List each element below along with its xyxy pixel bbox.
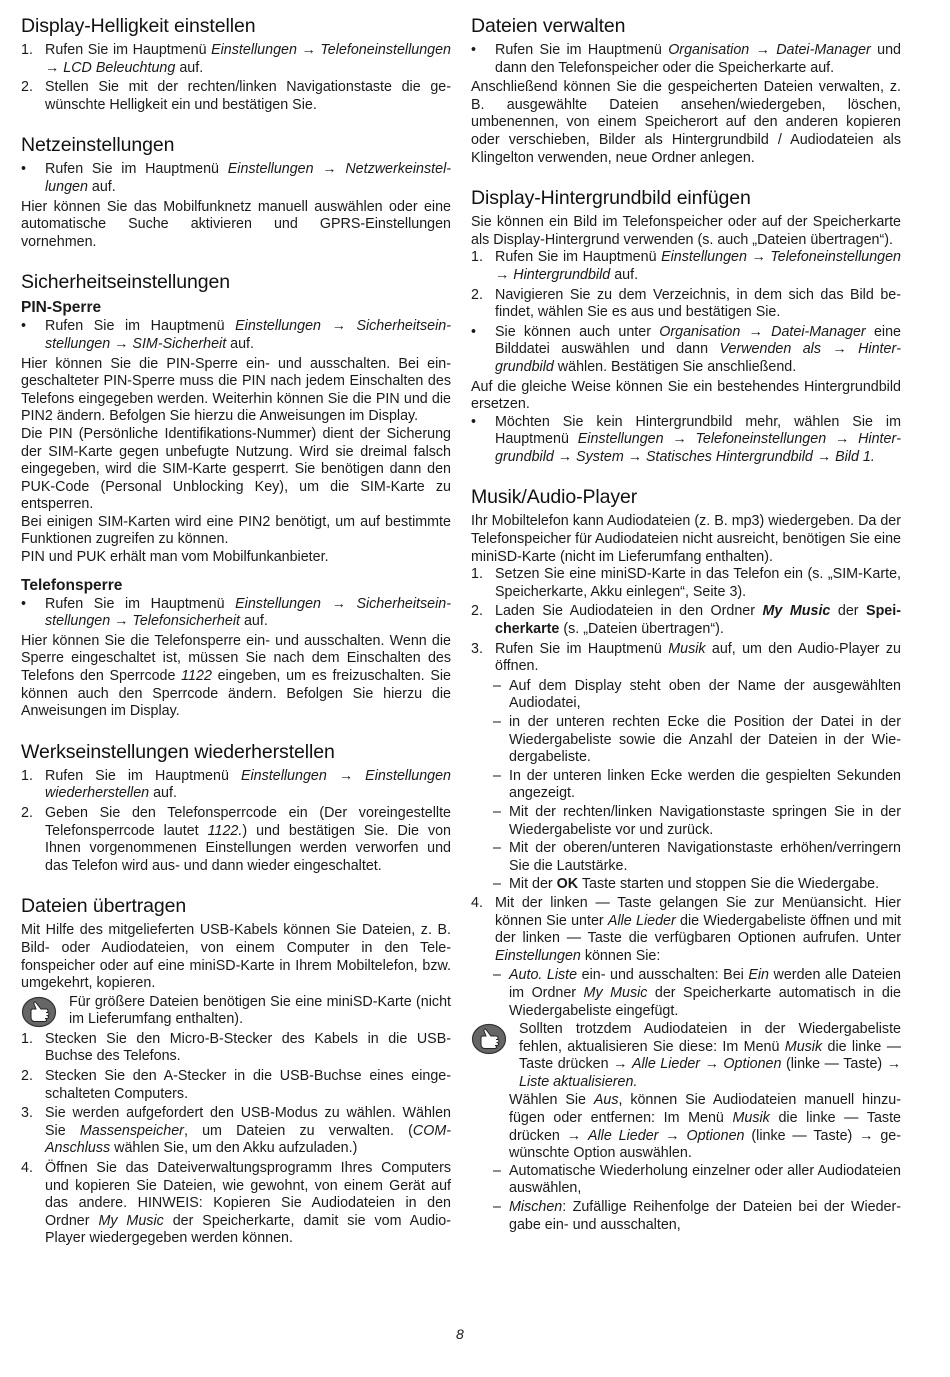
section-music-player [471, 485, 901, 1234]
paragraph: Wählen Sie Aus, können Sie Audiodateien manuell hinzufügen oder entfernen: Im Menü Musik die linke — Taste drücken → Alle Lieder → Optionen (linke — Taste) → gewünschte Option auswählen. [509, 1092, 902, 1162]
note: Sollten trotzdem Audiodateien in der Wiedergabeliste fehlen, aktualisieren Sie diese: Im Menü Musik die linke — Taste drücken → Alle Lieder → Optionen (linke — Taste) → Liste aktualisieren. [471, 1021, 901, 1091]
list-item: 1. Stecken Sie den Micro-B-Stecker des Kabels in die USB-Buchse des Telefons. [21, 1030, 451, 1065]
hand-pointing-icon [21, 996, 57, 1028]
right-column [471, 14, 901, 1253]
section-title: Display-Helligkeit einstellen [21, 15, 256, 37]
left-column [21, 14, 451, 1267]
list-item: 2. Laden Sie Audiodateien in den Ordner My Music der Speicherkarte (s. „Dateien übertragen“). [471, 603, 901, 638]
sub-list-item: – Auto. Liste ein- und ausschalten: Bei Ein werden alle Dateien im Ordner My Music der Speicherkarte automatisch in die Wiedergabeliste eingefügt. [493, 967, 901, 1019]
list-item: 4. Mit der linken — Taste gelangen Sie zur Menüansicht. Hier können Sie unter Alle Lieder die Wiedergabeliste öffnen und mit der linken — Taste die verfügbaren Optionen aufrufen. Unter Einstellungen können Sie: [471, 894, 901, 964]
list-item: 3. Rufen Sie im Hauptmenü Musik auf, um den Audio-Player zu öffnen. [471, 640, 901, 675]
list-item: • Sie können auch unter Organisation → Datei-Manager eine Bilddatei auswählen und dann Verwenden als → Hintergrundbild wählen. Bestätigen Sie anschließend. [471, 323, 902, 375]
sub-list-item: – In der unteren linken Ecke werden die gespielten Sekunden angezeigt. [493, 767, 901, 802]
sub-list-item: – Auf dem Display steht oben der Name der ausgewählten Audiodatei, [493, 677, 901, 712]
sub-list-item: – Mit der OK Taste starten und stoppen Sie die Wiedergabe. [493, 876, 880, 893]
list-item: • Rufen Sie im Hauptmenü Organisation → Datei-Manager und dann den Telefonspeicher oder die Speicherkarte auf. [471, 42, 901, 76]
section-title: Display-Hintergrundbild einfügen [471, 187, 751, 210]
section-title: Dateien übertragen [21, 895, 187, 918]
list-item: • Rufen Sie im Hauptmenü Einstellungen → Sicherheitseinstellungen → SIM-Sicherheit auf. [21, 318, 452, 352]
list-item: 1. Rufen Sie im Hauptmenü Einstellungen → Telefoneinstellungen → Hintergrundbild auf. [471, 249, 902, 283]
paragraph: Sie können ein Bild im Telefonspeicher oder auf der Speicherkarte als Display-Hintergrund verwenden (s. auch „Dateien übertragen“). [471, 214, 901, 248]
sub-list-item: – Automatische Wiederholung einzelner oder aller Audiodateien auswählen, [493, 1162, 901, 1197]
list-item: 2. Navigieren Sie zu dem Verzeichnis, in dem sich das Bild befindet, wählen Sie es aus und bestätigen Sie. [471, 286, 901, 321]
paragraph: Anschließend können Sie die gespeicherten Dateien verwalten, z. B. ausgewählte Dateien ansehen/wiedergeben, löschen, umbenennen, von einem Speicherort auf den anderen kopieren oder verschieben, Bilder als Hintergrundbild / Audiodateien als Klingelton verwenden, neue Ordner anlegen. [471, 79, 901, 166]
section-brightness [21, 14, 451, 114]
section-title: Werkseinstellungen wiederherstellen [21, 740, 335, 763]
sub-list-item: – in der unteren rechten Ecke die Position der Datei in der Wiedergabeliste sowie die Anzahl der Dateien in der Wiedergabeliste. [493, 714, 901, 766]
paragraph: Hier können Sie das Mobilfunknetz manuell auswählen oder eine automatische Suche aktivieren und GPRS-Einstellungen vornehmen. [21, 198, 451, 250]
subsection-title: PIN-Sperre [21, 299, 102, 317]
list-item: • Rufen Sie im Hauptmenü Einstellungen → Sicherheitseinstellungen → Telefonsicherheit auf. [21, 595, 452, 630]
list-item: 2. Stellen Sie mit der rechten/linken Navigationstaste die gewünschte Helligkeit ein und bestätigen Sie. [21, 79, 451, 113]
list-item: 2. Geben Sie den Telefonsperrcode ein (Der voreingestellte Telefonsperrcode lautet 1122.) und bestätigen Sie. Die von Ihnen vorgenommenen Einstellungen werden verworfen und das Telefon wird aus- und dann wieder eingeschaltet. [21, 805, 451, 874]
list-item: • Möchten Sie kein Hintergrundbild mehr, wählen Sie im Hauptmenü Einstellungen → Telefoneinstellungen → Hintergrundbild → System → Statisches Hintergrundbild → Bild 1. [471, 413, 901, 465]
section-wallpaper [471, 186, 901, 466]
sub-list-item: – Mit der oberen/unteren Navigationstaste erhöhen/verringern Sie die Lautstärke. [493, 840, 901, 874]
sub-list-item: – Mit der rechten/linken Navigationstaste springen Sie in der Wiedergabeliste vor und zurück. [493, 803, 901, 838]
paragraph: Hier können Sie die Telefonsperre ein- und ausschalten. Wenn die Sperre eingeschaltet ist, müssen Sie nach dem Einschalten des Telefons den Sperrcode 1122 eingeben, um es freizuschalten. Sie können auch den Sperrcode ändern. Befolgen Sie hierzu die Anweisungen im Display. [21, 632, 451, 720]
section-title: Dateien verwalten [471, 15, 626, 37]
subsection-title: Telefonsperre [21, 576, 123, 594]
hand-pointing-icon [471, 1023, 507, 1055]
paragraph: Ihr Mobiltelefon kann Audiodateien (z. B. mp3) wiedergeben. Da der Telefonspeicher für Audiodateien nicht ausreicht, benötigen Sie eine miniSD-Karte (nicht im Lieferumfang enthalten). [471, 513, 901, 565]
section-factory-reset [21, 740, 451, 876]
paragraph: Hier können Sie die PIN-Sperre ein- und ausschalten. Bei eingeschalteter PIN-Sperre muss die PIN nach jedem Einschalten des Telefons eingegeben werden. Weiterhin können Sie die PIN und die PIN2 ändern. Befolgen Sie hierzu die Anweisungen im Display. [21, 355, 451, 425]
list-item: 1. Rufen Sie im Hauptmenü Einstellungen → Telefoneinstellungen → LCD Beleuchtung auf. [21, 42, 452, 76]
paragraph: Bei einigen SIM-Karten wird eine PIN2 benötigt, um auf bestimmte Funktionen zugreifen zu können. [21, 513, 451, 548]
note: Für größere Dateien benötigen Sie eine miniSD-Karte (nicht im Lieferumfang enthalten). [21, 994, 451, 1030]
paragraph: PIN und PUK erhält man vom Mobilfunkanbieter. [21, 549, 329, 566]
section-network [21, 133, 451, 251]
list-item: 1. Setzen Sie eine miniSD-Karte in das Telefon ein (s. „SIM-Karte, Speicherkarte, Akku einlegen“, Seite 3). [471, 566, 901, 600]
section-file-manager [471, 14, 901, 167]
list-item: 1. Rufen Sie im Hauptmenü Einstellungen → Einstellungen wiederherstellen auf. [21, 767, 452, 802]
section-title: Netzeinstellungen [21, 134, 175, 157]
paragraph: Mit Hilfe des mitgelieferten USB-Kabels können Sie Dateien, z. B. Bild- oder Audiodateien, von einem Computer in den Telefonspeicher oder auf eine miniSD-Karte in Ihrem Mobiltelefon, bzw. umgekehrt, kopieren. [21, 922, 451, 992]
list-item: • Rufen Sie im Hauptmenü Einstellungen → Netzwerkeinstellungen auf. [21, 161, 452, 195]
paragraph: Auf die gleiche Weise können Sie ein bestehendes Hintergrundbild ersetzen. [471, 378, 901, 413]
page-number: 8 [456, 1326, 464, 1342]
section-transfer [21, 894, 451, 1248]
paragraph: Die PIN (Persönliche Identifikations-Nummer) dient der Sicherung der SIM-Karte gegen unbefugte Nutzung. Wird sie dreimal falsch eingegeben, wird die SIM-Karte gesperrt. Sie benötigen dann den PUK-Code (Personal Unblocking Key), um die SIM-Karte zu entsperren. [21, 425, 451, 513]
section-security [21, 270, 451, 720]
list-item: 3. Sie werden aufgefordert den USB-Modus zu wählen. Wählen Sie Massenspeicher, um Dateien zu verwalten. (COM-Anschluss wählen Sie, um den Akku aufzuladen.) [21, 1105, 451, 1157]
list-item: 4. Öffnen Sie das Dateiverwaltungsprogramm Ihres Computers und kopieren Sie Dateien, wie gewohnt, von einem Gerät auf das andere. HINWEIS: Kopieren Sie Audiodateien in den Ordner My Music der Speicherkarte, damit sie vom Audio-Player wiedergegeben werden können. [21, 1159, 451, 1247]
sub-list-item: – Mischen: Zufällige Reihenfolge der Dateien bei der Wiedergabe ein- und ausschalten, [493, 1199, 901, 1233]
section-title: Musik/Audio-Player [471, 486, 638, 509]
list-item: 2. Stecken Sie den A-Stecker in die USB-Buchse eines eingeschalteten Computers. [21, 1067, 451, 1102]
section-title: Sicherheitseinstellungen [21, 271, 230, 294]
